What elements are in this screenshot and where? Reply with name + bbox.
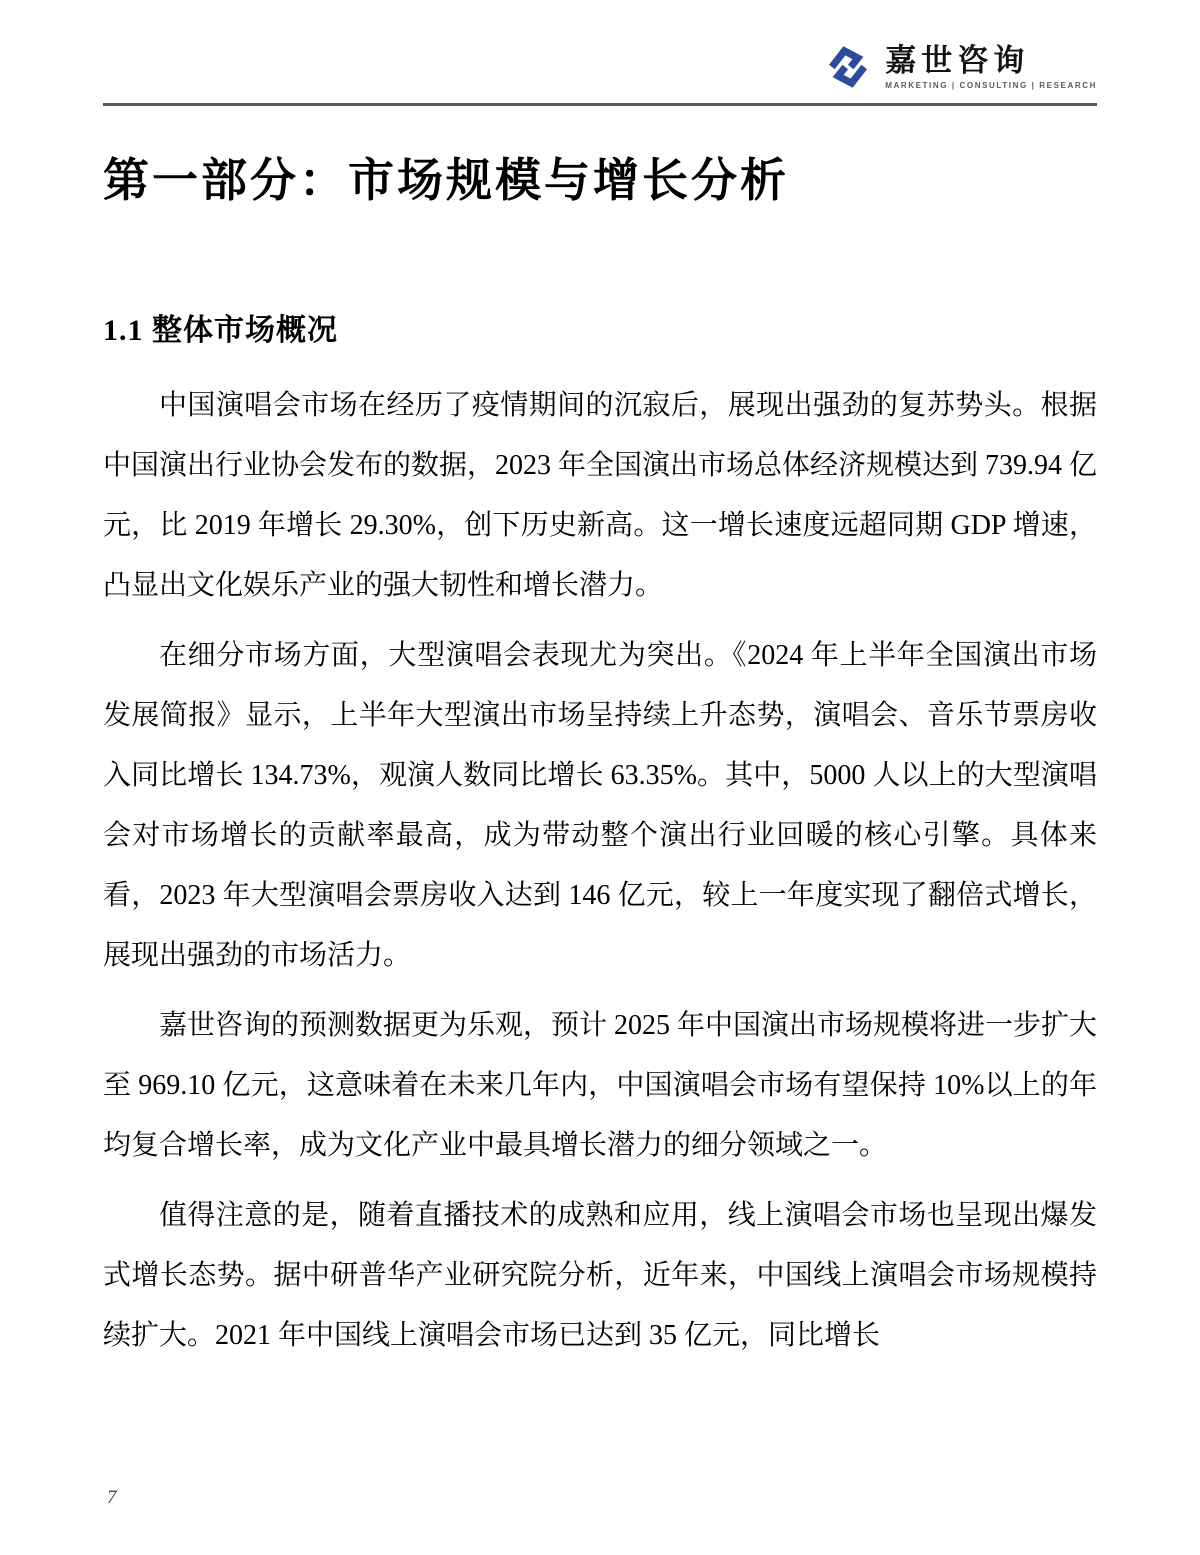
paragraph-1: 中国演唱会市场在经历了疫情期间的沉寂后，展现出强劲的复苏势头。根据中国演出行业协会发布的数据，2023 年全国演出市场总体经济规模达到 739.94 亿元，比 2019 年增长 29.30%，创下历史新高。这一增长速度远超同期 GDP 增速，凸显出文化娱乐产业的强大韧性和增长潜力。	[103, 390, 1098, 601]
page-title: 第一部分：市场规模与增长分析	[103, 155, 789, 206]
page-header	[103, 0, 1097, 94]
page-footer	[107, 1487, 117, 1509]
paragraph-3: 嘉世咨询的预测数据更为乐观，预计 2025 年中国演出市场规模将进一步扩大至 969.10 亿元，这意味着在未来几年内，中国演唱会市场有望保持 10%以上的年均复合增长率，成为文化产业中最具增长潜力的细分领域之一。	[103, 1010, 1098, 1161]
page-number: 7	[107, 1487, 117, 1508]
company-logo-textblock	[885, 44, 1097, 90]
body-text	[103, 376, 1097, 1366]
company-logo-tagline: MARKETING | CONSULTING | RESEARCH	[885, 81, 1097, 91]
company-logo	[821, 40, 1097, 94]
header-divider	[103, 103, 1097, 106]
company-logo-text: 嘉世咨询	[885, 42, 1030, 78]
company-logo-icon	[821, 40, 875, 94]
section-heading: 1.1 整体市场概况	[103, 314, 338, 347]
paragraph-2: 在细分市场方面，大型演唱会表现尤为突出。《2024 年上半年全国演出市场发展简报》显示，上半年大型演出市场呈持续上升态势，演唱会、音乐节票房收入同比增长 134.73%，观演人数同比增长 63.35%。其中，5000 人以上的大型演唱会对市场增长的贡献率最高，成为带动整个演出行业回暖的核心引擎。具体来看，2023 年大型演唱会票房收入达到 146 亿元，较上一年度实现了翻倍式增长，展现出强劲的市场活力。	[103, 640, 1097, 971]
paragraph-4: 值得注意的是，随着直播技术的成熟和应用，线上演唱会市场也呈现出爆发式增长态势。据中研普华产业研究院分析，近年来，中国线上演唱会市场规模持续扩大。2021 年中国线上演唱会市场已达到 35 亿元，同比增长	[103, 1200, 1097, 1351]
